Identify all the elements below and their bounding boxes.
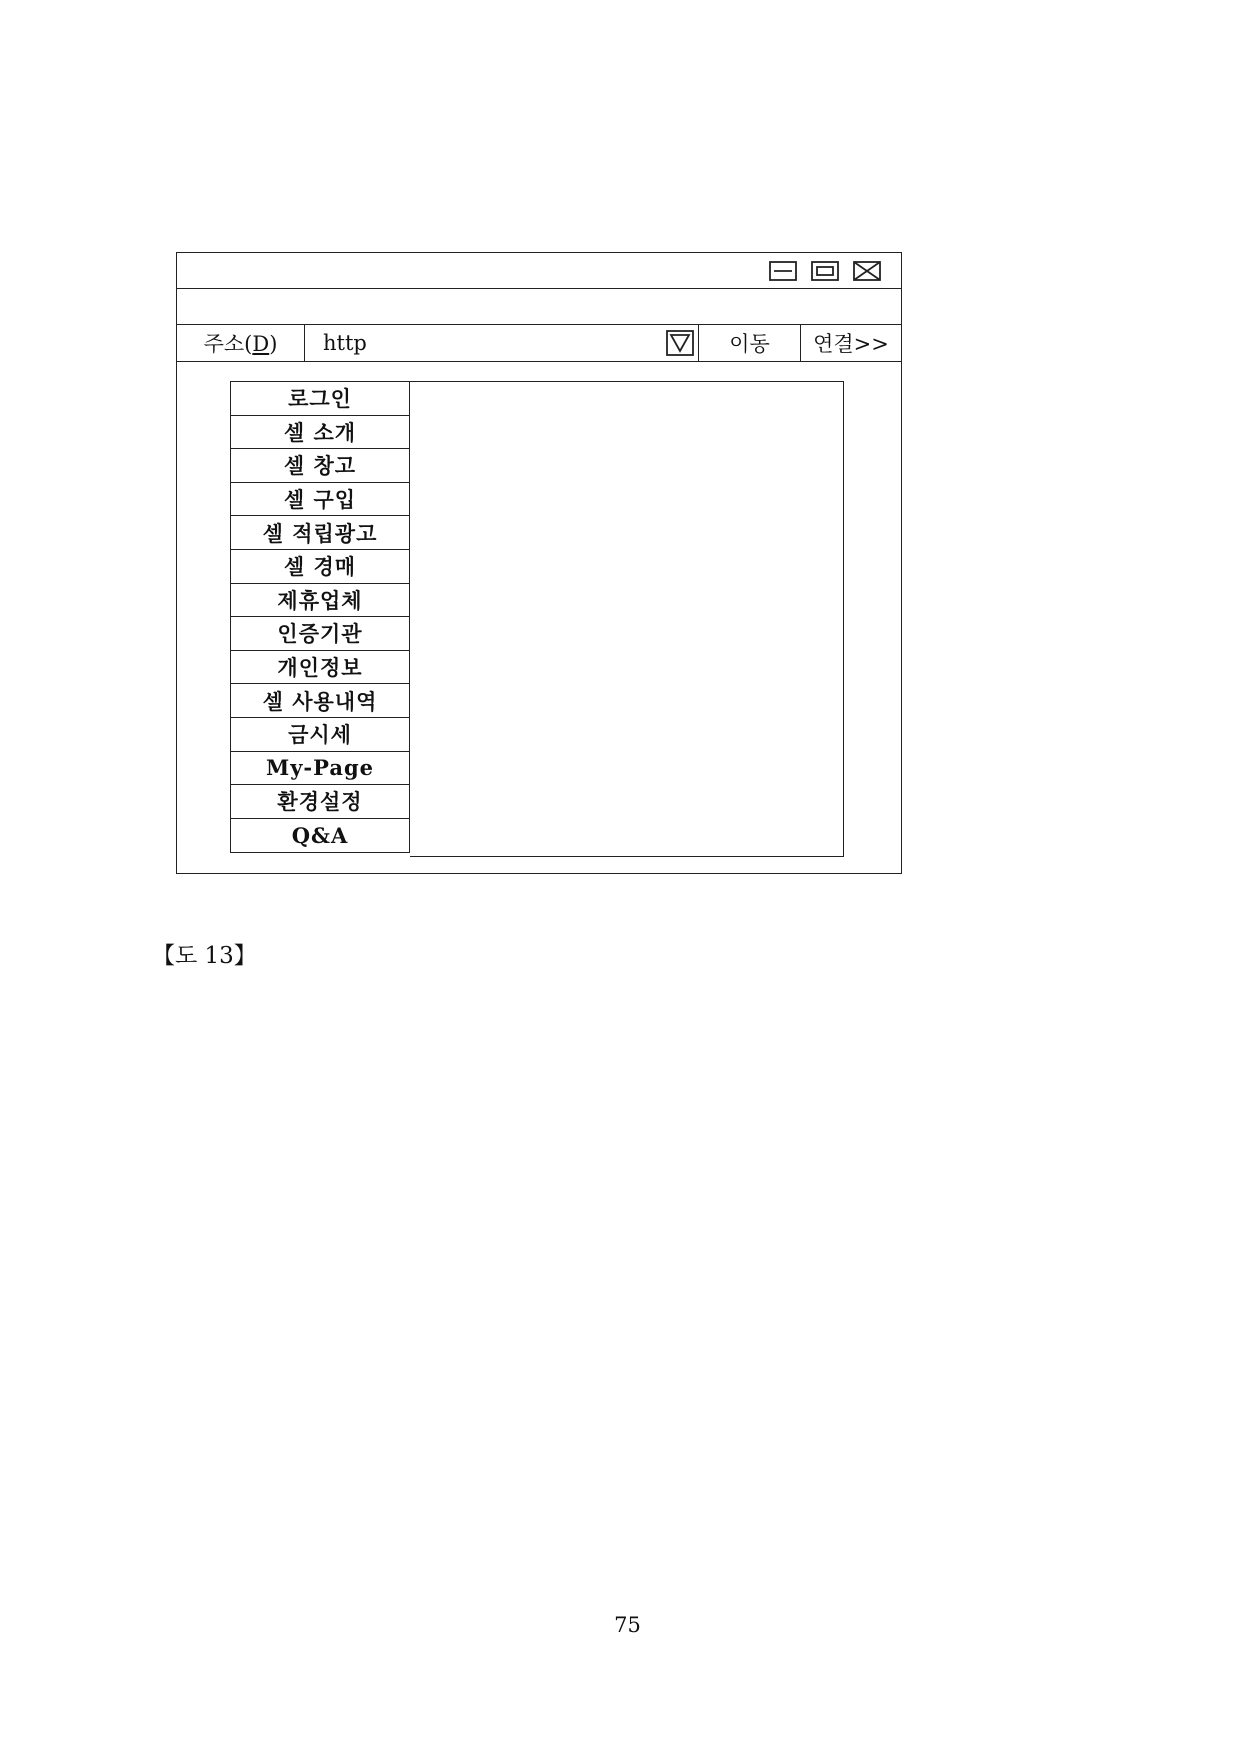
menu-item-cell-intro[interactable]: 셀 소개 bbox=[231, 416, 409, 450]
dropdown-triangle-icon[interactable] bbox=[666, 330, 694, 356]
go-button[interactable] bbox=[698, 325, 800, 361]
menu-item-qna[interactable]: Q&A bbox=[291, 823, 349, 849]
address-label-text: 주소(D) bbox=[203, 332, 278, 356]
menu-item-my-page[interactable]: My-Page bbox=[231, 752, 409, 786]
address-label bbox=[177, 325, 305, 361]
links-button[interactable] bbox=[800, 325, 901, 361]
page-number: 75 bbox=[614, 1613, 641, 1637]
window-controls bbox=[769, 261, 881, 281]
browser-window bbox=[176, 252, 902, 874]
menu-item-cell-auction[interactable]: 셀 경매 bbox=[231, 550, 409, 584]
content-pane bbox=[410, 381, 844, 857]
menu-item-cell-usage-history[interactable]: 셀 사용내역 bbox=[231, 684, 409, 718]
close-icon[interactable] bbox=[853, 261, 881, 281]
minimize-icon[interactable] bbox=[769, 261, 797, 281]
menu-item-login[interactable]: 로그인 bbox=[231, 382, 409, 416]
menu-item-cell-purchase[interactable]: 셀 구입 bbox=[231, 483, 409, 517]
menu-item-certification[interactable]: 인증기관 bbox=[231, 617, 409, 651]
menu-item-settings[interactable]: 환경설정 bbox=[231, 785, 409, 819]
menu-item-gold-price[interactable]: 금시세 bbox=[231, 718, 409, 752]
menu-item-personal-info[interactable]: 개인정보 bbox=[231, 651, 409, 685]
menu-item-cell-storage[interactable]: 셀 창고 bbox=[231, 449, 409, 483]
address-input[interactable] bbox=[305, 325, 698, 361]
menu-item-partners[interactable]: 제휴업체 bbox=[231, 584, 409, 618]
title-bar bbox=[177, 253, 901, 289]
maximize-icon[interactable] bbox=[811, 261, 839, 281]
menu-bar bbox=[177, 289, 901, 325]
address-url: http bbox=[323, 331, 367, 355]
go-button-label: 이동 bbox=[729, 332, 770, 356]
links-button-label: 연결>> bbox=[813, 332, 889, 356]
figure-caption: 【도 13】 bbox=[152, 943, 257, 969]
address-bar bbox=[177, 325, 901, 362]
side-menu bbox=[230, 381, 410, 853]
menu-item-cell-ad-points[interactable]: 셀 적립광고 bbox=[231, 516, 409, 550]
